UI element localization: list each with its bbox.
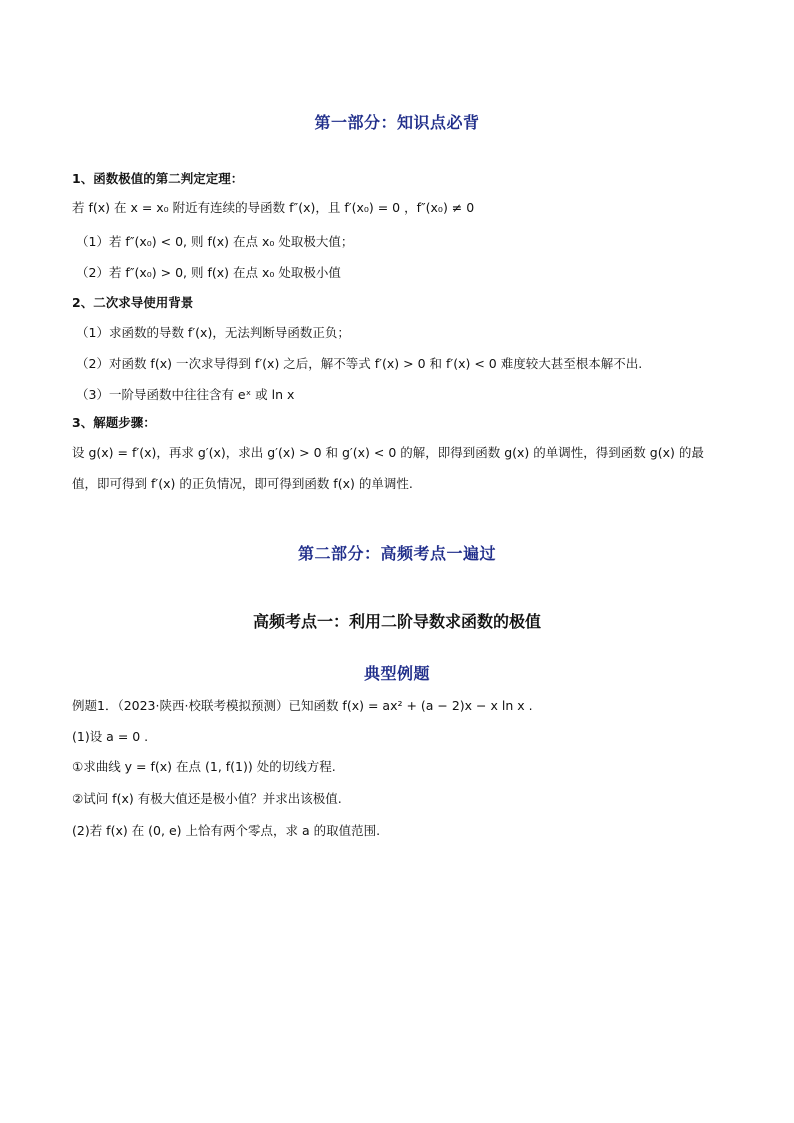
topic1-title: 高频考点一：利用二阶导数求函数的极值 [252,612,541,631]
item2-heading: 2、二次求导使用背景 [72,295,194,310]
example1-q1a: ①求曲线 y = f(x) 在点 (1, f(1)) 处的切线方程. [72,759,336,774]
item3-heading: 3、解题步骤： [72,415,156,430]
example1-q2: (2)若 f(x) 在 (0, e) 上恰有两个零点，求 a 的取值范围. [72,823,381,838]
item1-case2: （2）若 f″(x₀) > 0, 则 f(x) 在点 x₀ 处取极小值 [76,265,341,280]
example1-q1: (1)设 a = 0 . [72,729,149,744]
part1-title: 第一部分：知识点必背 [314,113,480,132]
item3-step: 设 g(x) = f′(x)，再求 g′(x)，求出 g′(x) > 0 和 g′(x) < 0 的解，即得到函数 g(x) 的单调性，得到函数 g(x) 的最值，即可得到 f′(x) 的正负情况，即可得到函数 f(x) 的单调性. [72,445,704,491]
example1-q1b: ②试问 f(x) 有极大值还是极小值？并求出该极值. [72,791,342,806]
part2-title: 第二部分：高频考点一遍过 [297,544,496,563]
item1-statement: 若 f(x) 在 x = x₀ 附近有连续的导函数 f″(x)，且 f′(x₀) = 0 ，f″(x₀) ≠ 0 [72,200,475,215]
item2-point3: （3）一阶导函数中往往含有 eˣ 或 ln x [76,387,295,402]
item1-heading: 1、函数极值的第二判定定理： [72,171,244,186]
item2-point1: （1）求函数的导数 f′(x)，无法判断导函数正负； [76,325,350,340]
example1-intro: 例题1．（2023·陕西·校联考模拟预测）已知函数 f(x) = ax² + (a − 2)x − x ln x . [72,698,533,713]
item1-case1: （1）若 f″(x₀) < 0, 则 f(x) 在点 x₀ 处取极大值； [76,234,354,249]
examples-title: 典型例题 [363,664,430,683]
item2-point2: （2）对函数 f(x) 一次求导得到 f′(x) 之后，解不等式 f′(x) > 0 和 f′(x) < 0 难度较大甚至根本解不出. [76,356,643,371]
